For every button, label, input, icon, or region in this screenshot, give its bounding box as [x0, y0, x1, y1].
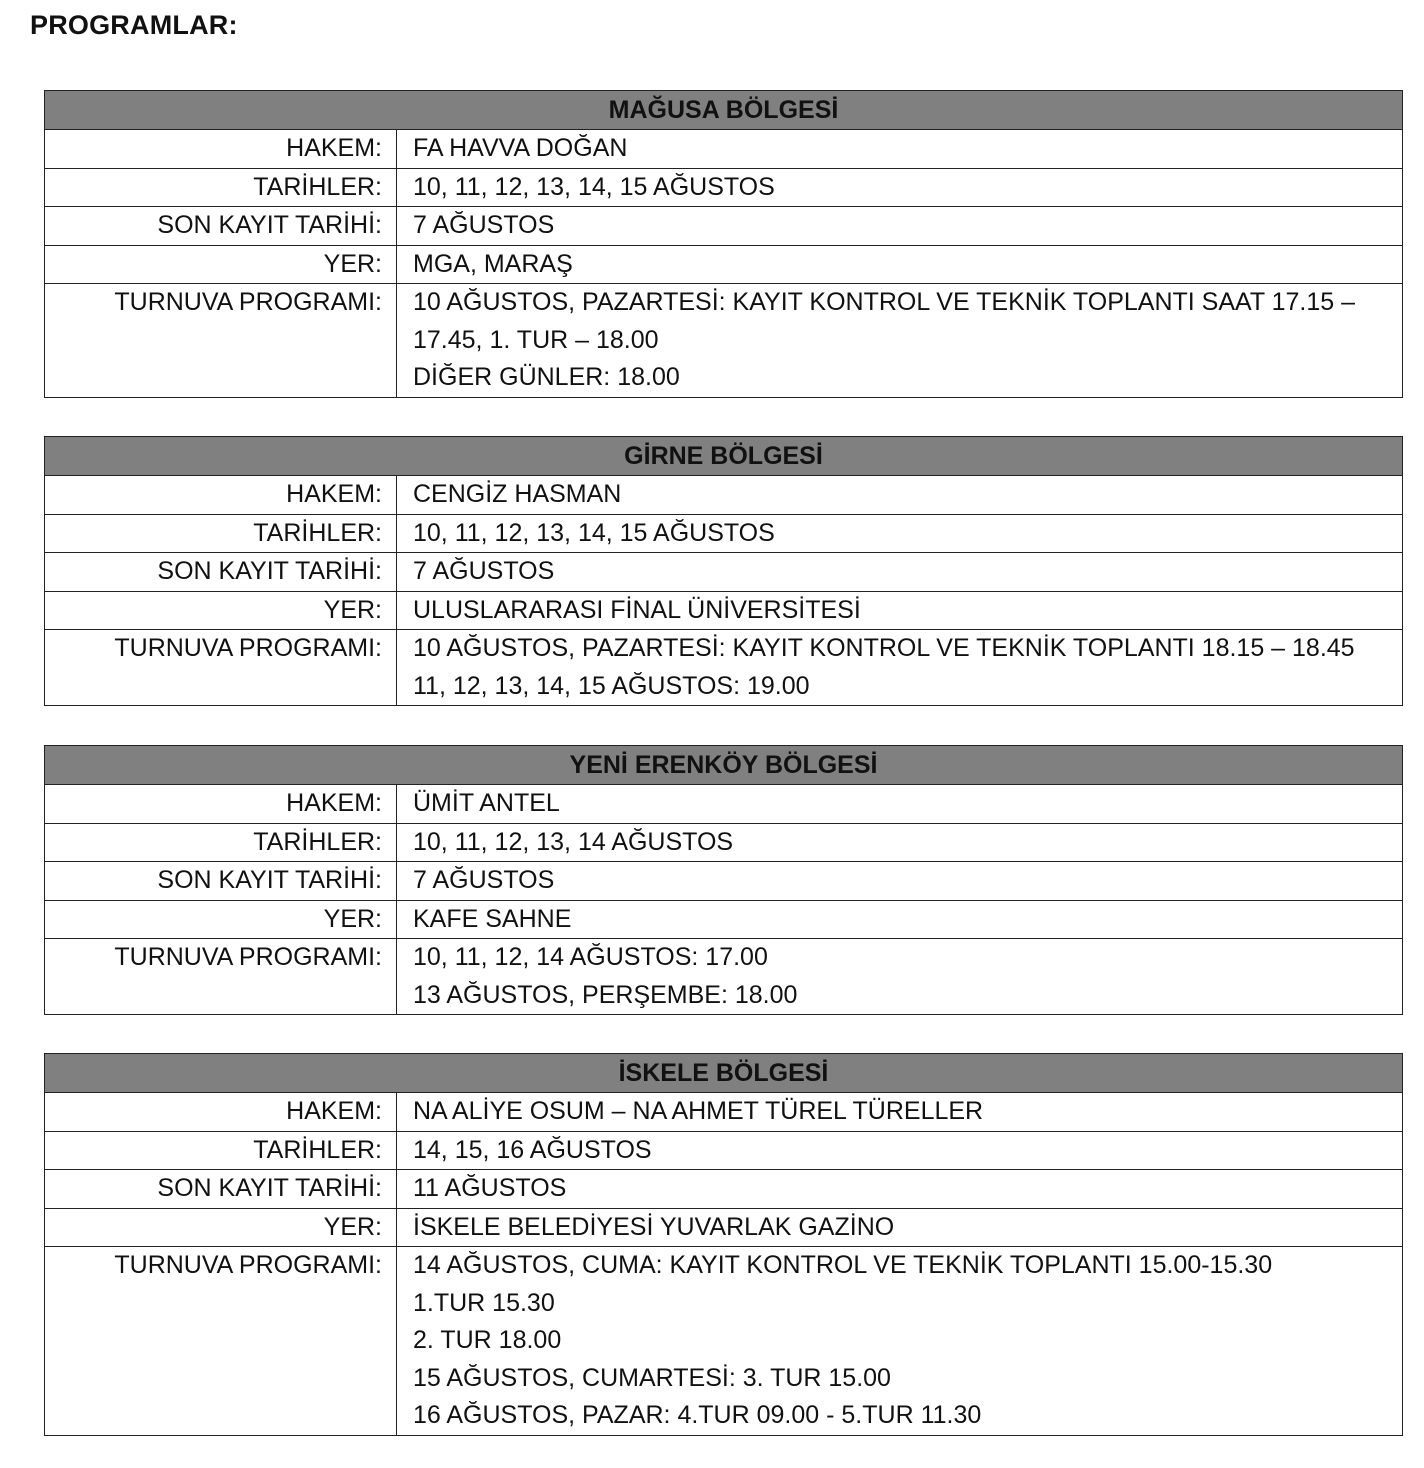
- table-row: [45, 1131, 1403, 1170]
- region-header: GİRNE BÖLGESİ: [45, 437, 1403, 476]
- row-label-referee: HAKEM:: [45, 785, 397, 824]
- row-label-dates: TARİHLER:: [45, 168, 397, 207]
- row-label-program: TURNUVA PROGRAMI:: [45, 1247, 397, 1436]
- row-label-program: TURNUVA PROGRAMI:: [45, 630, 397, 706]
- row-label-deadline: SON KAYIT TARİHİ:: [45, 862, 397, 901]
- value-line: 2. TUR 18.00: [413, 1326, 562, 1354]
- table-row: [45, 939, 1403, 1015]
- table-row: [45, 1093, 1403, 1132]
- value-line: İSKELE BELEDİYESİ YUVARLAK GAZİNO: [413, 1212, 895, 1241]
- value-line: 10, 11, 12, 13, 14, 15 AĞUSTOS: [413, 518, 775, 547]
- row-label-program: TURNUVA PROGRAMI:: [45, 284, 397, 398]
- region-header: MAĞUSA BÖLGESİ: [45, 91, 1403, 130]
- row-label-program: TURNUVA PROGRAMI:: [45, 939, 397, 1015]
- table-row: [45, 1247, 1403, 1436]
- row-label-venue: YER:: [45, 1208, 397, 1247]
- region-header: YENİ ERENKÖY BÖLGESİ: [45, 746, 1403, 785]
- row-label-dates: TARİHLER:: [45, 823, 397, 862]
- row-value-dates: [397, 168, 1403, 207]
- row-label-venue: YER:: [45, 591, 397, 630]
- table-row: [45, 900, 1403, 939]
- value-line: NA ALİYE OSUM – NA AHMET TÜREL TÜRELLER: [413, 1097, 984, 1125]
- value-line: 7 AĞUSTOS: [413, 557, 555, 585]
- value-line: 10, 11, 12, 14 AĞUSTOS: 17.00: [413, 943, 768, 971]
- region-table-yeni-erenkoy: [44, 745, 1403, 1015]
- value-line: ULUSLARARASI FİNAL ÜNİVERSİTESİ: [413, 595, 861, 624]
- table-row: [45, 168, 1403, 207]
- table-row: [45, 476, 1403, 515]
- row-value-referee: [397, 1093, 1403, 1132]
- row-value-deadline: [397, 862, 1403, 901]
- value-line: 17.45, 1. TUR – 18.00: [413, 325, 659, 354]
- region-header: İSKELE BÖLGESİ: [45, 1054, 1403, 1093]
- table-row: [45, 630, 1403, 706]
- table-row: [45, 207, 1403, 246]
- row-value-dates: [397, 514, 1403, 553]
- row-value-program: [397, 1247, 1403, 1436]
- value-line: MGA, MARAŞ: [413, 249, 573, 278]
- value-line: 13 AĞUSTOS, PERŞEMBE: 18.00: [413, 980, 798, 1009]
- table-row: [45, 591, 1403, 630]
- row-value-referee: [397, 130, 1403, 169]
- value-line: 10 AĞUSTOS, PAZARTESİ: KAYIT KONTROL VE TEKNİK TOPLANTI 18.15 – 18.45: [413, 634, 1355, 662]
- row-value-program: [397, 939, 1403, 1015]
- table-row: [45, 1208, 1403, 1247]
- row-value-venue: [397, 900, 1403, 939]
- value-line: 1.TUR 15.30: [413, 1288, 555, 1317]
- row-label-deadline: SON KAYIT TARİHİ:: [45, 1170, 397, 1209]
- row-label-dates: TARİHLER:: [45, 1131, 397, 1170]
- value-line: 15 AĞUSTOS, CUMARTESİ: 3. TUR 15.00: [413, 1363, 891, 1392]
- row-label-referee: HAKEM:: [45, 130, 397, 169]
- row-label-referee: HAKEM:: [45, 1093, 397, 1132]
- table-row: [45, 785, 1403, 824]
- value-line: 11 AĞUSTOS: [413, 1174, 567, 1202]
- row-label-venue: YER:: [45, 900, 397, 939]
- row-value-venue: [397, 245, 1403, 284]
- row-value-referee: [397, 476, 1403, 515]
- row-value-dates: [397, 823, 1403, 862]
- value-line: 7 AĞUSTOS: [413, 211, 555, 239]
- region-table-girne: [44, 436, 1403, 706]
- value-line: 14, 15, 16 AĞUSTOS: [413, 1135, 652, 1164]
- value-line: CENGİZ HASMAN: [413, 480, 622, 508]
- row-value-dates: [397, 1131, 1403, 1170]
- row-value-referee: [397, 785, 1403, 824]
- row-label-dates: TARİHLER:: [45, 514, 397, 553]
- row-value-program: [397, 284, 1403, 398]
- row-value-deadline: [397, 553, 1403, 592]
- row-label-venue: YER:: [45, 245, 397, 284]
- value-line: ÜMİT ANTEL: [413, 789, 560, 817]
- value-line: 7 AĞUSTOS: [413, 866, 555, 894]
- row-value-venue: [397, 1208, 1403, 1247]
- region-table-iskele: [44, 1053, 1403, 1436]
- value-line: KAFE SAHNE: [413, 904, 572, 933]
- table-row: [45, 553, 1403, 592]
- value-line: 16 AĞUSTOS, PAZAR: 4.TUR 09.00 - 5.TUR 11.30: [413, 1401, 982, 1429]
- table-row: [45, 823, 1403, 862]
- value-line: 10 AĞUSTOS, PAZARTESİ: KAYIT KONTROL VE TEKNİK TOPLANTI SAAT 17.15 –: [413, 288, 1356, 316]
- value-line: 14 AĞUSTOS, CUMA: KAYIT KONTROL VE TEKNİK TOPLANTI 15.00-15.30: [413, 1251, 1273, 1279]
- page-title: PROGRAMLAR:: [30, 10, 238, 40]
- row-value-venue: [397, 591, 1403, 630]
- value-line: 10, 11, 12, 13, 14, 15 AĞUSTOS: [413, 172, 775, 201]
- region-table-magusa: [44, 90, 1403, 398]
- value-line: 11, 12, 13, 14, 15 AĞUSTOS: 19.00: [413, 671, 810, 700]
- table-row: [45, 1170, 1403, 1209]
- row-value-deadline: [397, 207, 1403, 246]
- table-row: [45, 245, 1403, 284]
- value-line: DİĞER GÜNLER: 18.00: [413, 363, 680, 391]
- row-label-referee: HAKEM:: [45, 476, 397, 515]
- row-value-program: [397, 630, 1403, 706]
- row-label-deadline: SON KAYIT TARİHİ:: [45, 207, 397, 246]
- value-line: FA HAVVA DOĞAN: [413, 134, 628, 162]
- table-row: [45, 514, 1403, 553]
- table-row: [45, 862, 1403, 901]
- table-row: [45, 130, 1403, 169]
- row-value-deadline: [397, 1170, 1403, 1209]
- table-row: [45, 284, 1403, 398]
- row-label-deadline: SON KAYIT TARİHİ:: [45, 553, 397, 592]
- value-line: 10, 11, 12, 13, 14 AĞUSTOS: [413, 827, 734, 856]
